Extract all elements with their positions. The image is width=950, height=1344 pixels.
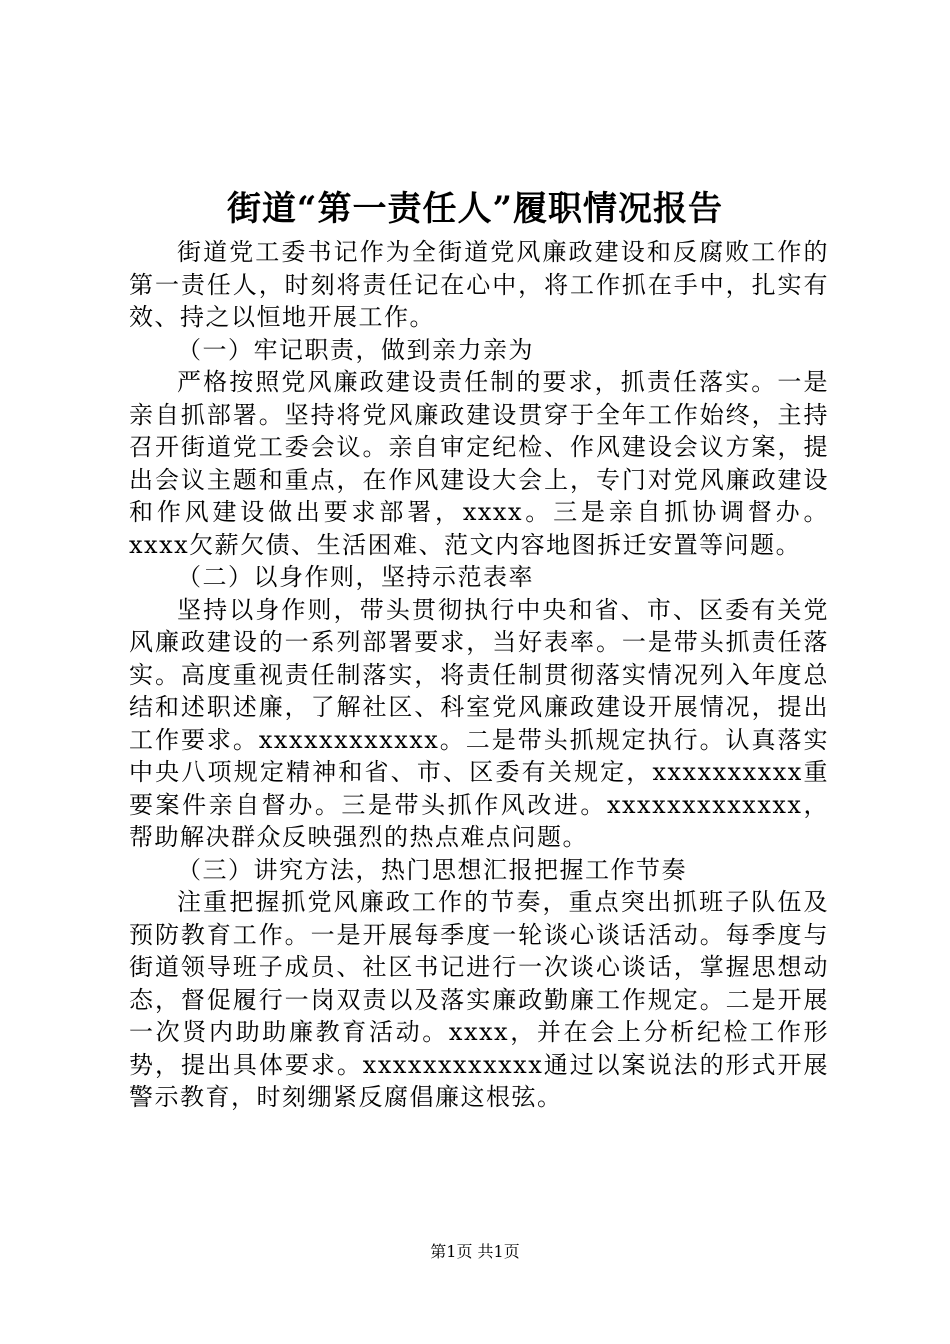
intro-paragraph: 街道党工委书记作为全街道党风廉政建设和反腐败工作的第一责任人，时刻将责任记在心中，将工作抓在手中，扎实有效、持之以恒地开展工作。 (129, 238, 829, 331)
section-paragraph-2: 坚持以身作则，带头贯彻执行中央和省、市、区委有关党风廉政建设的一系列部署要求，当好表率。一是带头抓责任落实。高度重视责任制落实，将责任制贯彻落实情况列入年度总结和述职述廉，了解社区、科室党风廉政建设开展情况，提出工作要求。xxxxxxxxxxxx。二是带头抓规定执行。认真落实中央八项规定精神和省、市、区委有关规定，xxxxxxxxxx重要案件亲自督办。三是带头抓作风改进。xxxxxxxxxxxxx，帮助解决群众反映强烈的热点难点问题。 (129, 595, 829, 851)
page-number: 第1页 (430, 1242, 473, 1261)
section-heading-1: （一）牢记职责，做到亲力亲为 (177, 335, 534, 364)
document-body (129, 236, 829, 1114)
section-heading-2: （二）以身作则，坚持示范表率 (177, 563, 534, 591)
document-title: 街道“第一责任人”履职情况报告 (226, 189, 724, 229)
page-footer (0, 1241, 950, 1263)
section-paragraph-1: 严格按照党风廉政建设责任制的要求，抓责任落实。一是亲自抓部署。坚持将党风廉政建设贯穿于全年工作始终，主持召开街道党工委会议。亲自审定纪检、作风建设会议方案，提出会议主题和重点，在作风建设大会上，专门对党风廉政建设和作风建设做出要求部署，xxxx。三是亲自抓协调督办。xxxx欠薪欠债、生活困难、范文内容地图拆迁安置等问题。 (129, 368, 829, 559)
section-heading-3: （三）讲究方法，热门思想汇报把握工作节奏 (177, 855, 687, 884)
section-paragraph-3: 注重把握抓党风廉政工作的节奏，重点突出抓班子队伍及预防教育工作。一是开展每季度一轮谈心谈话活动。每季度与街道领导班子成员、社区书记进行一次谈心谈话，掌握思想动态，督促履行一岗双责以及落实廉政勤廉工作规定。二是开展一次贤内助助廉教育活动。xxxx，并在会上分析纪检工作形势，提出具体要求。xxxxxxxxxxxx通过以案说法的形式开展警示教育，时刻绷紧反腐倡廉这根弦。 (129, 888, 829, 1111)
page-total: 共1页 (477, 1242, 520, 1261)
